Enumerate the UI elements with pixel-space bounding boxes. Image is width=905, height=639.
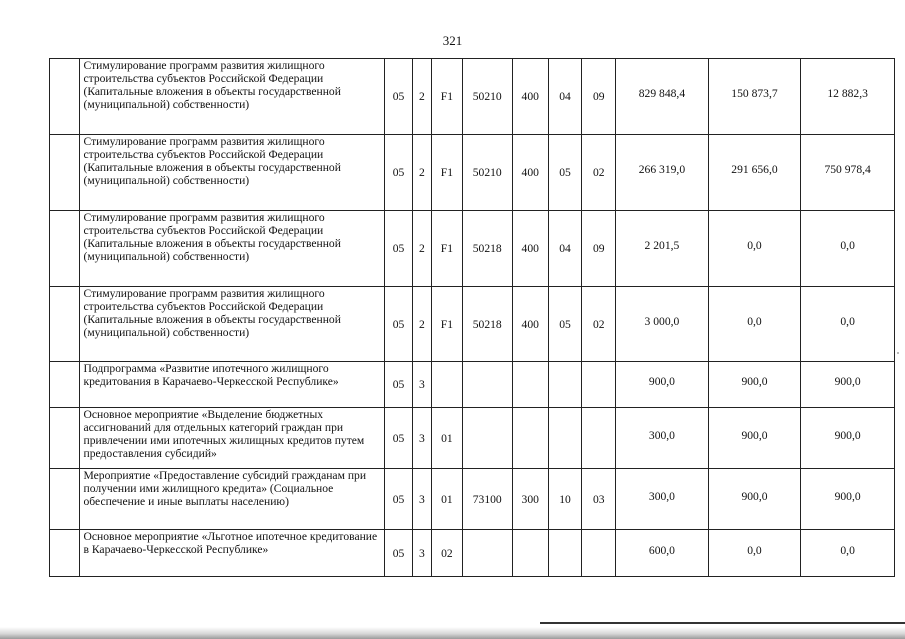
code-cell: 3 bbox=[412, 530, 432, 577]
code-cell: 50218 bbox=[462, 287, 512, 362]
amount-cell bbox=[708, 287, 801, 362]
code-cell: 05 bbox=[385, 59, 412, 135]
item-name-cell: Стимулирование программ развития жилищного строительства субъектов Российской Федерации (Капитальные вложения в объекты государственной (муниципальной) собственности) bbox=[80, 135, 385, 211]
code-cell: F1 bbox=[432, 211, 462, 287]
code-cell: 05 bbox=[385, 408, 412, 469]
code-cell: 02 bbox=[582, 287, 616, 362]
amount-value: 12 882,3 bbox=[827, 87, 868, 100]
code-cell bbox=[548, 362, 582, 408]
code-cell: 400 bbox=[512, 211, 548, 287]
amount-value: 0,0 bbox=[840, 314, 855, 328]
code-cell: 05 bbox=[385, 530, 412, 577]
code-cell: 73100 bbox=[462, 469, 512, 530]
amount-value: 300,0 bbox=[648, 489, 675, 503]
code-cell bbox=[582, 530, 616, 577]
amount-cell bbox=[801, 408, 895, 469]
amount-value: 900,0 bbox=[834, 375, 861, 388]
amount-cell bbox=[616, 362, 709, 408]
code-cell bbox=[462, 408, 512, 469]
row-index-cell bbox=[50, 211, 80, 287]
code-cell: 05 bbox=[385, 362, 412, 408]
scan-speck bbox=[897, 352, 899, 354]
code-cell: 3 bbox=[412, 362, 432, 408]
code-cell: 05 bbox=[385, 469, 412, 530]
code-cell bbox=[462, 362, 512, 408]
amount-value: 150 873,7 bbox=[731, 87, 778, 100]
table-row bbox=[50, 135, 895, 211]
amount-value: 266 319,0 bbox=[638, 163, 686, 176]
amount-cell bbox=[801, 469, 895, 530]
amount-cell bbox=[616, 211, 709, 287]
item-name-cell: Стимулирование программ развития жилищного строительства субъектов Российской Федерации (Капитальные вложения в объекты государственной (муниципальной) собственности) bbox=[80, 287, 385, 362]
code-cell: 01 bbox=[432, 408, 462, 469]
code-cell: 09 bbox=[582, 59, 616, 135]
code-cell: 2 bbox=[412, 287, 432, 362]
amount-cell bbox=[801, 135, 895, 211]
code-cell bbox=[582, 408, 616, 469]
code-cell: 02 bbox=[432, 530, 462, 577]
amount-cell bbox=[616, 408, 709, 469]
table-row bbox=[50, 408, 895, 469]
amount-value: 600,0 bbox=[648, 543, 675, 557]
code-cell: 05 bbox=[385, 211, 412, 287]
item-name-cell: Подпрограмма «Развитие ипотечного жилищного кредитования в Карачаево-Черкесской Республике» bbox=[80, 362, 385, 408]
code-cell: 400 bbox=[512, 59, 548, 135]
code-cell: 2 bbox=[412, 211, 432, 287]
code-cell bbox=[582, 362, 616, 408]
code-cell bbox=[512, 408, 548, 469]
code-cell bbox=[512, 362, 548, 408]
amount-cell bbox=[616, 135, 709, 211]
row-index-cell bbox=[50, 135, 80, 211]
code-cell: 05 bbox=[385, 135, 412, 211]
amount-cell bbox=[616, 287, 709, 362]
code-cell: 300 bbox=[512, 469, 548, 530]
amount-cell bbox=[708, 469, 801, 530]
amount-cell bbox=[708, 59, 801, 135]
amount-value: 900,0 bbox=[741, 375, 768, 388]
amount-value: 291 656,0 bbox=[731, 163, 778, 176]
amount-value: 0,0 bbox=[840, 543, 855, 557]
code-cell bbox=[548, 408, 582, 469]
table-row bbox=[50, 530, 895, 577]
table-row bbox=[50, 211, 895, 287]
amount-value: 0,0 bbox=[840, 239, 855, 252]
amount-cell bbox=[708, 530, 801, 577]
table-row bbox=[50, 287, 895, 362]
code-cell: 04 bbox=[548, 211, 582, 287]
table-row bbox=[50, 362, 895, 408]
item-name-cell: Стимулирование программ развития жилищного строительства субъектов Российской Федерации (Капитальные вложения в объекты государственной (муниципальной) собственности) bbox=[80, 59, 385, 135]
code-cell: 05 bbox=[548, 287, 582, 362]
amount-cell bbox=[616, 469, 709, 530]
row-index-cell bbox=[50, 362, 80, 408]
code-cell: 02 bbox=[582, 135, 616, 211]
amount-value: 300,0 bbox=[648, 428, 675, 442]
amount-value: 900,0 bbox=[834, 489, 861, 503]
amount-cell bbox=[708, 408, 801, 469]
code-cell: 09 bbox=[582, 211, 616, 287]
amount-cell bbox=[708, 135, 801, 211]
amount-value: 0,0 bbox=[747, 239, 762, 252]
amount-value: 750 978,4 bbox=[824, 163, 871, 176]
code-cell: 2 bbox=[412, 135, 432, 211]
amount-value: 0,0 bbox=[747, 543, 762, 557]
row-index-cell bbox=[50, 469, 80, 530]
amount-value: 900,0 bbox=[741, 428, 768, 442]
item-name-cell: Основное мероприятие «Выделение бюджетных ассигнований для отдельных категорий граждан при привлечении ими ипотечных жилищных кредитов путем предоставления субсидий» bbox=[80, 408, 385, 469]
code-cell: 05 bbox=[385, 287, 412, 362]
amount-cell bbox=[616, 59, 709, 135]
amount-value: 3 000,0 bbox=[644, 314, 680, 328]
code-cell: F1 bbox=[432, 287, 462, 362]
row-index-cell bbox=[50, 59, 80, 135]
row-index-cell bbox=[50, 408, 80, 469]
code-cell: 2 bbox=[412, 59, 432, 135]
code-cell: 01 bbox=[432, 469, 462, 530]
amount-cell bbox=[616, 530, 709, 577]
amount-value: 0,0 bbox=[747, 314, 762, 328]
code-cell: 50218 bbox=[462, 211, 512, 287]
row-index-cell bbox=[50, 530, 80, 577]
code-cell bbox=[432, 362, 462, 408]
code-cell: 3 bbox=[412, 469, 432, 530]
code-cell: 10 bbox=[548, 469, 582, 530]
code-cell bbox=[462, 530, 512, 577]
amount-cell bbox=[801, 362, 895, 408]
code-cell: 50210 bbox=[462, 135, 512, 211]
amount-cell bbox=[801, 287, 895, 362]
amount-value: 2 201,5 bbox=[644, 239, 680, 252]
code-cell: 50210 bbox=[462, 59, 512, 135]
amount-value: 900,0 bbox=[741, 489, 768, 503]
code-cell: 05 bbox=[548, 135, 582, 211]
code-cell: F1 bbox=[432, 135, 462, 211]
code-cell: 03 bbox=[582, 469, 616, 530]
amount-value: 900,0 bbox=[834, 428, 861, 442]
code-cell: 400 bbox=[512, 135, 548, 211]
page-number: 321 bbox=[442, 33, 463, 48]
scan-shadow bbox=[0, 627, 905, 639]
row-index-cell bbox=[50, 287, 80, 362]
item-name-cell: Основное мероприятие «Льготное ипотечное кредитование в Карачаево-Черкесской Республике» bbox=[80, 530, 385, 577]
amount-cell bbox=[801, 530, 895, 577]
code-cell: 3 bbox=[412, 408, 432, 469]
item-name-cell: Стимулирование программ развития жилищного строительства субъектов Российской Федерации (Капитальные вложения в объекты государственной (муниципальной) собственности) bbox=[80, 211, 385, 287]
amount-cell bbox=[708, 362, 801, 408]
code-cell bbox=[512, 530, 548, 577]
table-row bbox=[50, 59, 895, 135]
amount-cell bbox=[801, 211, 895, 287]
budget-table bbox=[49, 58, 895, 577]
amount-value: 900,0 bbox=[648, 375, 675, 388]
scan-edge-line bbox=[540, 622, 905, 624]
amount-value: 829 848,4 bbox=[638, 87, 686, 100]
table-row bbox=[50, 469, 895, 530]
code-cell bbox=[548, 530, 582, 577]
code-cell: F1 bbox=[432, 59, 462, 135]
item-name-cell: Мероприятие «Предоставление субсидий гражданам при получении ими жилищного кредита» (Социальное обеспечение и иные выплаты населению) bbox=[80, 469, 385, 530]
code-cell: 400 bbox=[512, 287, 548, 362]
code-cell: 04 bbox=[548, 59, 582, 135]
amount-cell bbox=[708, 211, 801, 287]
amount-cell bbox=[801, 59, 895, 135]
